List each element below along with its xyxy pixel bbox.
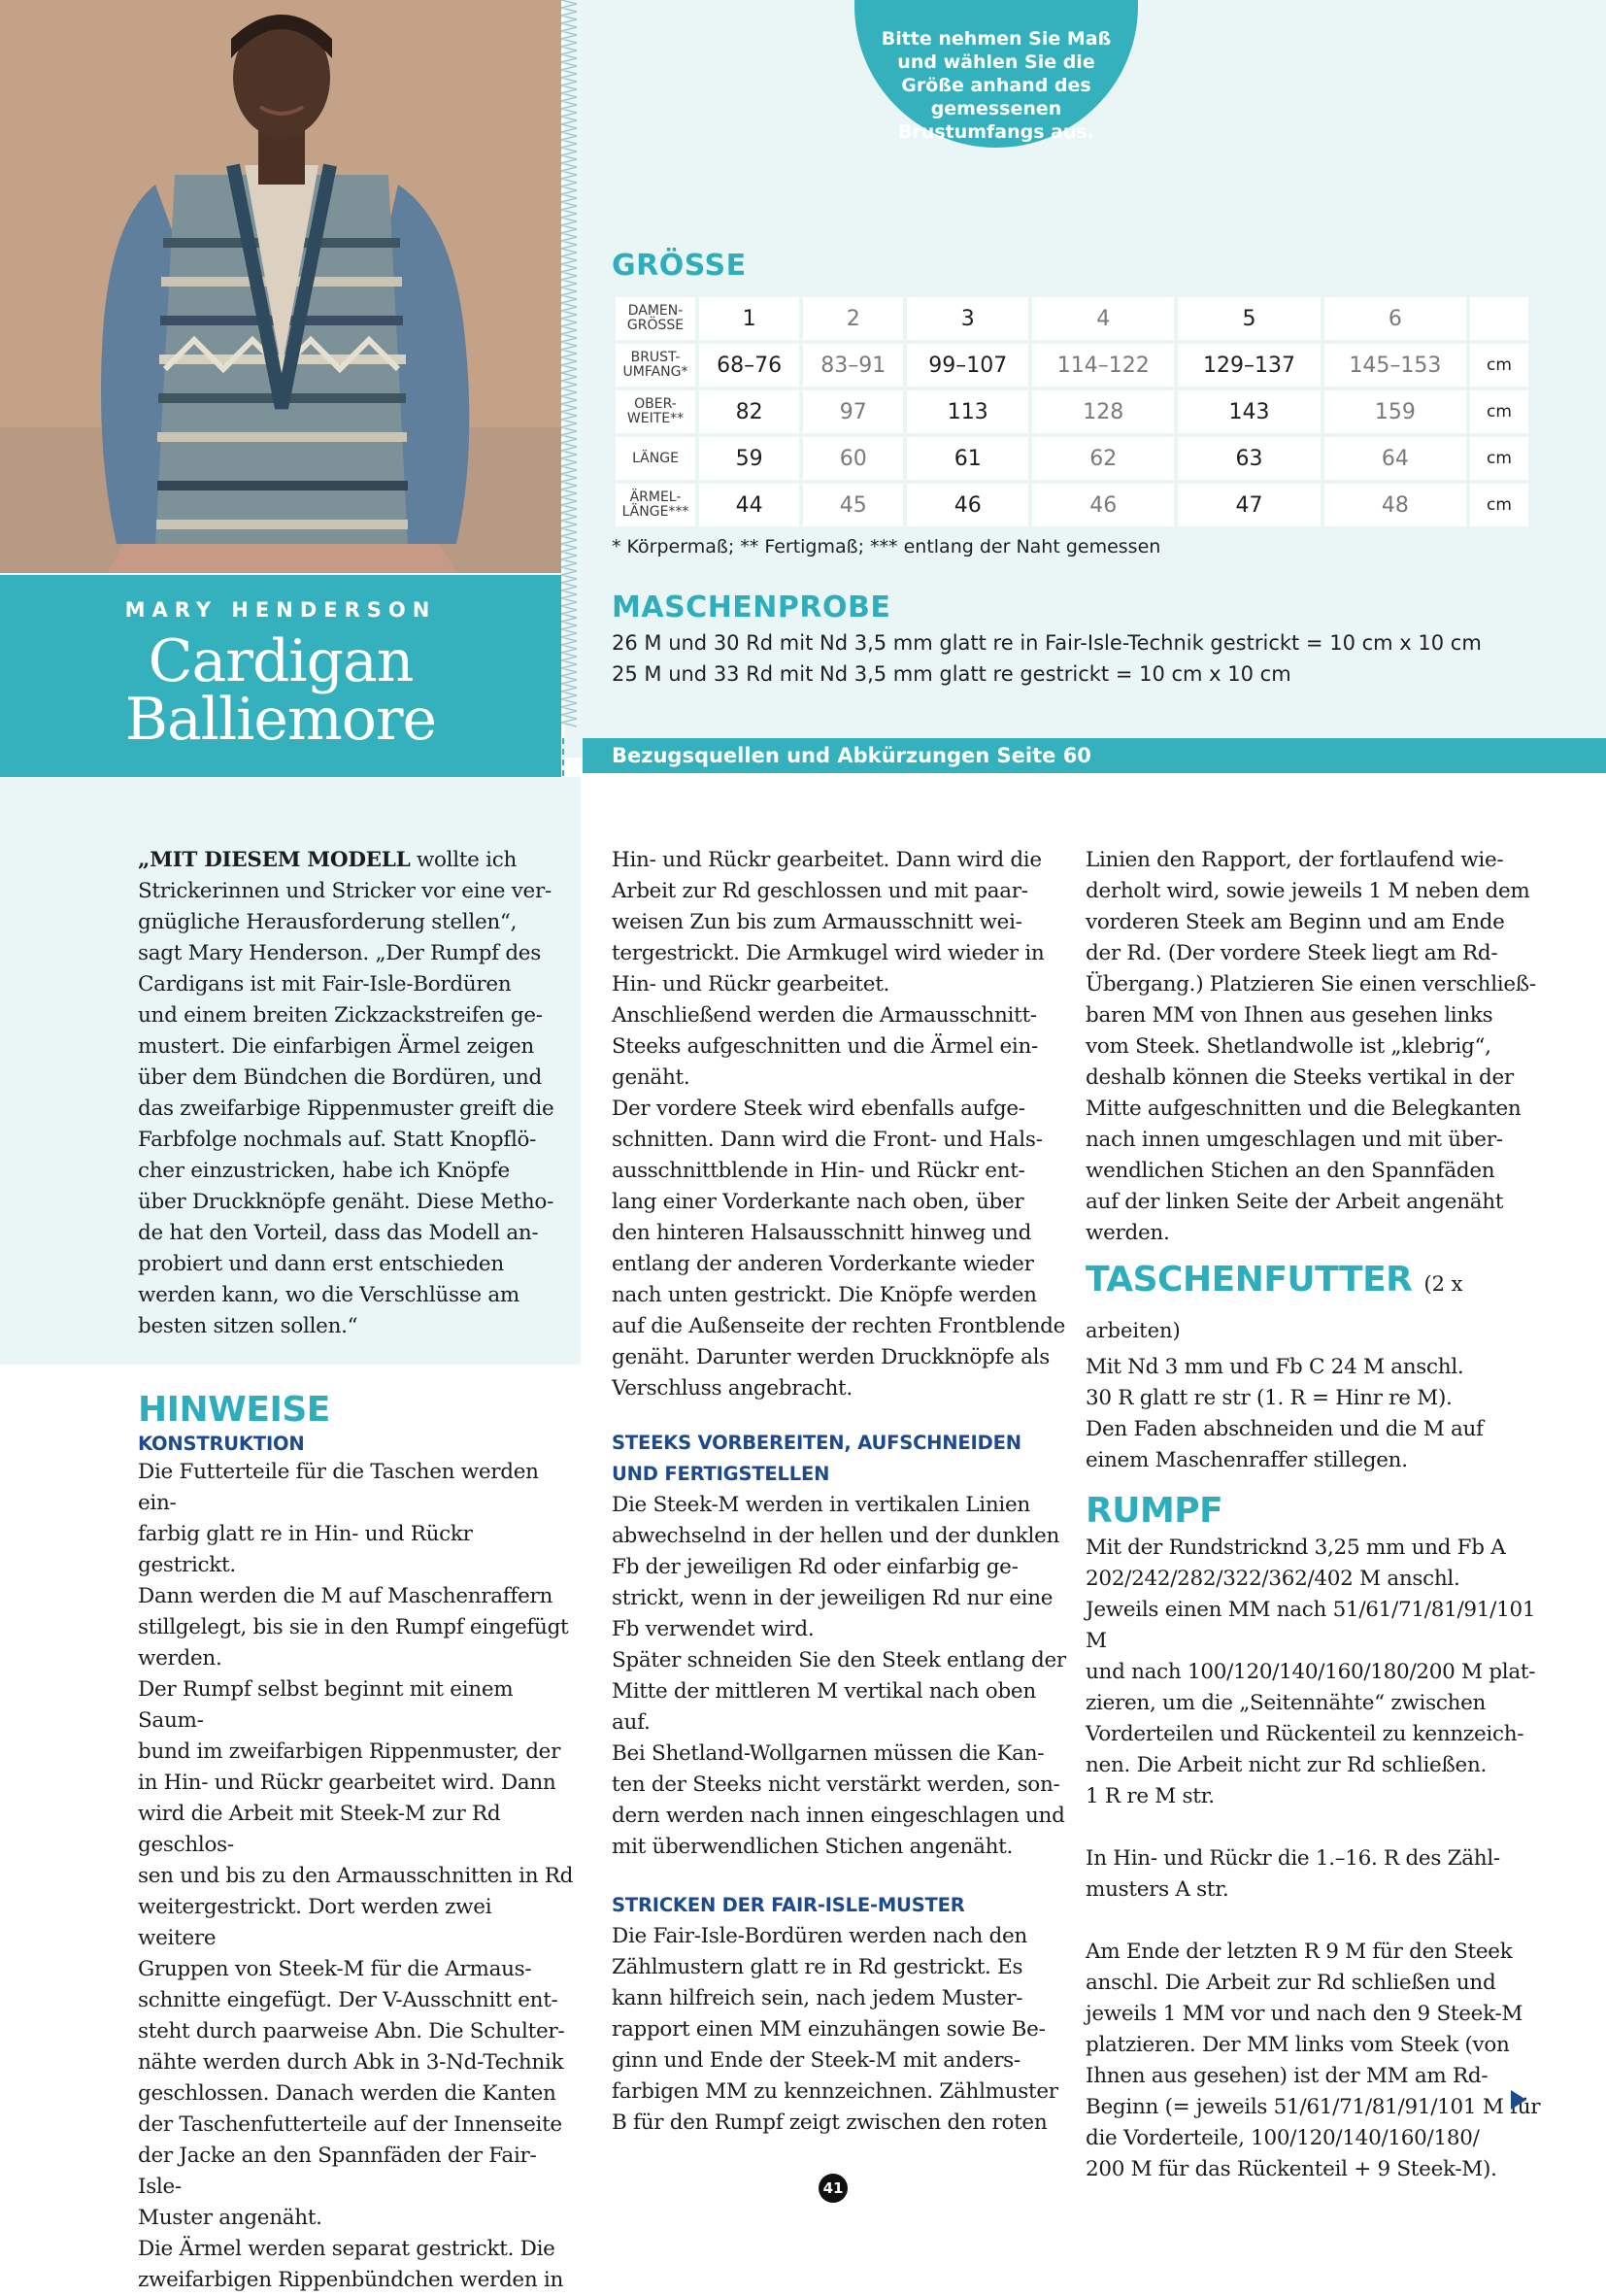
gauge-heading: MASCHENPROBE — [612, 591, 891, 625]
gauge-line-2: 25 M und 33 Rd mit Nd 3,5 mm glatt re gestrickt = 10 cm x 10 cm — [612, 662, 1291, 686]
steeks-subheading-line-2: UND FERTIGSTELLEN — [612, 1463, 830, 1485]
size-cell: 61 — [907, 437, 1028, 480]
size-cell: 46 — [1032, 484, 1174, 526]
title-box — [0, 575, 561, 777]
col3-text-1: Linien den Rapport, der fortlaufend wie- derholt wird, sowie jeweils 1 M neben dem vorderen Steek am Beginn und am Ende der Rd. (Der vordere Steek liegt am Rd- Übergang.) Platzieren Sie einen verschließ- baren MM von Ihnen aus gesehen links vom Steek. Shetlandwolle ist „klebrig“, deshalb können die Steeks vertikal in der Mitte aufgeschnitten und die Belegkanten nach innen umgeschlagen und mit über- wendlichen Stichen an den Spannfäden auf der linken Seite der Arbeit angenäht werden. — [1086, 848, 1536, 1245]
size-unit — [1470, 297, 1528, 340]
size-cell: 129–137 — [1178, 344, 1320, 387]
taschenfutter-text: Mit Nd 3 mm und Fb C 24 M anschl. 30 R glatt re str (1. R = Hinr re M). Den Faden abschneiden und die M auf einem Maschenraffer stillegen. — [1086, 1355, 1484, 1472]
size-cell: 3 — [907, 297, 1028, 340]
rumpf-text-3: Am Ende der letzten R 9 M für den Steek anschl. Die Arbeit zur Rd schließen und jeweils 1 MM vor und nach den 9 Steek-M platzieren. Der MM links vom Steek (von Ihnen aus gesehen) ist der MM am Rd- Beginn (= jeweils 51/61/71/81/91/101 M für die Vorderteile, 100/120/140/160/180/ 200 M für das Rückenteil + 9 Steek-M). — [1086, 1940, 1541, 2181]
size-cell: 46 — [907, 484, 1028, 526]
fairisle-subheading: STRICKEN DER FAIR-ISLE-MUSTER — [612, 1894, 965, 1916]
rumpf-heading: RUMPF — [1086, 1491, 1223, 1531]
intro-text-block — [138, 845, 575, 1342]
taschenfutter-heading: TASCHENFUTTER — [1086, 1260, 1413, 1300]
size-cell: 45 — [803, 484, 903, 526]
size-cell: 159 — [1324, 390, 1466, 433]
size-cell: 82 — [699, 390, 799, 433]
col2-text-2: Die Steek-M werden in vertikalen Linien abwechselnd in der hellen und der dunklen Fb der jeweiligen Rd oder einfarbig ge- strickt, wenn in der jeweiligen Rd nur eine Fb verwendet wird. Später schneiden Sie den Steek entlang der Mitte der mittleren M vertikal nach oben auf. Bei Shetland-Wollgarnen müssen die Kan- ten der Steeks nicht verstärkt werden, son- dern werden nach innen eingeschlagen und mit überwendlichen Stichen angenäht. — [612, 1493, 1066, 1859]
size-cell: 6 — [1324, 297, 1466, 340]
stitch-border — [557, 0, 586, 758]
title-line-2: Balliemore — [124, 686, 437, 754]
size-cell: 1 — [699, 297, 799, 340]
size-table — [612, 293, 1532, 530]
designer-name: MARY HENDERSON — [124, 598, 437, 622]
size-cell: 5 — [1178, 297, 1320, 340]
column-2 — [612, 845, 1068, 2139]
size-cell: 113 — [907, 390, 1028, 433]
konstruktion-subheading: KONSTRUKTION — [138, 1433, 305, 1455]
taschenfutter-heading-line — [1086, 1259, 1552, 1352]
note-circle-text: Bitte nehmen Sie Maß und wählen Sie die Größe anhand des gemessenen Brustumfangs aus. — [881, 28, 1112, 143]
page-number: 41 — [819, 2174, 848, 2203]
size-row — [616, 297, 1528, 340]
size-unit: cm — [1470, 390, 1528, 433]
size-cell: 48 — [1324, 484, 1466, 526]
col2-text-1: Hin- und Rückr gearbeitet. Dann wird die Arbeit zur Rd geschlossen und mit paar- weisen Zun bis zum Armausschnitt wei- tergestrickt. Die Armkugel wird wieder in Hin- und Rückr gearbeitet. Anschließend werden die Armausschnitt- Steeks aufgeschnitten und die Ärmel ein- genäht. Der vordere Steek wird ebenfalls aufge- schnitten. Dann wird die Front- und Hals- ausschnittblende in Hin- und Rückr ent- lang einer Vorderkante nach oben, über den hinteren Halsausschnitt hinweg und entlang der anderen Vorderkante wieder nach unten gestrickt. Die Knöpfe werden auf die Außenseite der rechten Frontblende genäht. Darunter werden Druckknöpfe als Verschluss angebracht. — [612, 848, 1066, 1401]
size-cell: 4 — [1032, 297, 1174, 340]
size-row-label: ÄRMEL- LÄNGE*** — [616, 484, 695, 526]
size-cell: 97 — [803, 390, 903, 433]
hinweise-heading: HINWEISE — [138, 1390, 330, 1430]
size-row-label: OBER- WEITE** — [616, 390, 695, 433]
size-row — [616, 390, 1528, 433]
size-cell: 99–107 — [907, 344, 1028, 387]
size-cell: 60 — [803, 437, 903, 480]
size-row — [616, 484, 1528, 526]
size-row — [616, 437, 1528, 480]
size-cell: 145–153 — [1324, 344, 1466, 387]
size-row-label: DAMEN- GRÖSSE — [616, 297, 695, 340]
continue-arrow-icon — [1511, 2090, 1526, 2110]
size-heading: GRÖSSE — [612, 249, 747, 283]
intro-lead: „MIT DIESEM MODELL — [138, 848, 411, 872]
size-row-label: BRUST- UMFANG* — [616, 344, 695, 387]
size-cell: 44 — [699, 484, 799, 526]
steeks-subheading-line-1: STEEKS VORBEREITEN, AUFSCHNEIDEN — [612, 1432, 1021, 1454]
col2-text-3: Die Fair-Isle-Bordüren werden nach den Zählmustern glatt re in Rd gestrickt. Es kann hilfreich sein, nach jedem Muster- rapport einen MM einzuhängen sowie Be- ginn und Ende der Steek-M mit anders- farbigen MM zu kennzeichnen. Zählmuster B für den Rumpf zeigt zwischen den roten — [612, 1924, 1058, 2135]
title-line-1: Cardigan — [148, 627, 414, 695]
gauge-line-1: 26 M und 30 Rd mit Nd 3,5 mm glatt re in Fair-Isle-Technik gestrickt = 10 cm x 10 cm — [612, 631, 1482, 655]
column-1 — [138, 1389, 575, 2296]
size-cell: 83–91 — [803, 344, 903, 387]
size-unit: cm — [1470, 437, 1528, 480]
size-note: * Körpermaß; ** Fertigmaß; *** entlang der Naht gemessen — [612, 536, 1161, 557]
size-unit: cm — [1470, 344, 1528, 387]
size-cell: 128 — [1032, 390, 1174, 433]
size-cell: 63 — [1178, 437, 1320, 480]
intro-text: wollte ich Strickerinnen und Stricker vor eine ver- gnügliche Herausforderung stellen“, sagt Mary Henderson. „Der Rumpf des Cardigans ist mit Fair-Isle-Bordüren und einem breiten Zickzackstreifen ge- mustert. Die einfarbigen Ärmel zeigen über dem Bündchen die Bordüren, und das zweifarbige Rippenmuster greift die Farbfolge nochmals auf. Statt Knopflö- cher einzustricken, habe ich Knöpfe über Druckknöpfe genäht. Diese Metho- de hat den Vorteil, dass das Modell an- probiert und dann erst entschieden werden kann, wo die Verschlüsse am besten sitzen sollen.“ — [138, 848, 554, 1338]
size-cell: 114–122 — [1032, 344, 1174, 387]
rumpf-text-1: Mit der Rundstricknd 3,25 mm und Fb A 202/242/282/322/362/402 M anschl. Jeweils einen MM nach 51/61/71/81/91/101 M und nach 100/120/140/160/180/200 M plat- zieren, um die „Seitennähte“ zwischen Vorderteilen und Rückenteil zu kennzeich- nen. Die Arbeit nicht zur Rd schließen. 1 R re M str. — [1086, 1536, 1536, 1808]
rumpf-text-2: In Hin- und Rückr die 1.–16. R des Zähl- musters A str. — [1086, 1846, 1500, 1902]
size-cell: 59 — [699, 437, 799, 480]
size-row — [616, 344, 1528, 387]
model-photo — [0, 0, 561, 573]
size-cell: 64 — [1324, 437, 1466, 480]
sources-text: Bezugsquellen und Abkürzungen Seite 60 — [612, 744, 1091, 767]
size-unit: cm — [1470, 484, 1528, 526]
size-cell: 47 — [1178, 484, 1320, 526]
taschenfutter-note: (2 x arbeiten) — [1086, 1272, 1463, 1342]
size-cell: 62 — [1032, 437, 1174, 480]
size-cell: 68–76 — [699, 344, 799, 387]
hinweise-text: Die Futterteile für die Taschen werden ein- farbig glatt re in Hin- und Rückr gestrickt. Dann werden die M auf Maschenraffern stillgelegt, bis sie in den Rumpf eingefügt werden. Der Rumpf selbst beginnt mit einem Saum- bund im zweifarbigen Rippenmuster, der in Hin- und Rückr gearbeitet wird. Dann wird die Arbeit mit Steek-M zur Rd geschlos- sen und bis zu den Armausschnitten in Rd weitergestrickt. Dort werden zwei weitere Gruppen von Steek-M für die Armaus- schnitte eingefügt. Der V-Ausschnitt ent- steht durch paarweise Abn. Die Schulter- nähte werden durch Abk in 3-Nd-Technik geschlossen. Danach werden die Kanten der Taschenfutterteile auf der Innenseite der Jacke an den Spannfäden der Fair-Isle- Muster angenäht. Die Ärmel werden separat gestrickt. Die zweifarbigen Rippenbündchen werden in — [138, 1460, 574, 2292]
size-row-label: LÄNGE — [616, 437, 695, 480]
column-3 — [1086, 845, 1552, 2185]
size-cell: 2 — [803, 297, 903, 340]
size-cell: 143 — [1178, 390, 1320, 433]
